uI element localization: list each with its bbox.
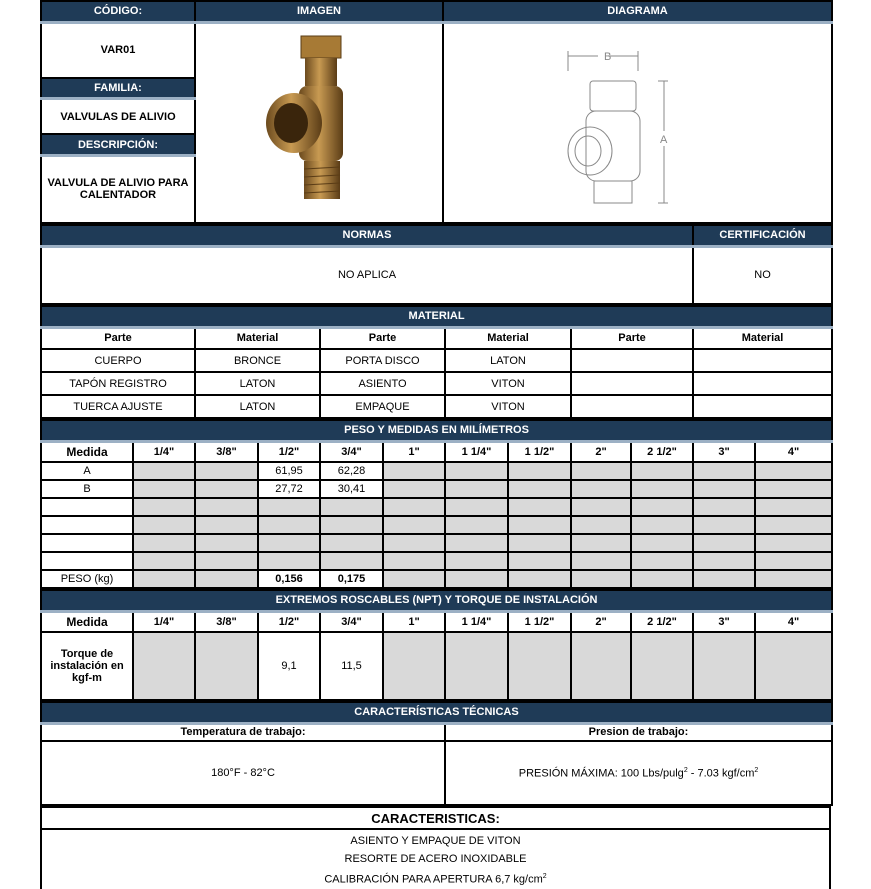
peso-cell xyxy=(445,462,508,480)
material-cell: LATON xyxy=(445,349,571,372)
certificacion-value: NO xyxy=(693,246,832,304)
size-header: 1 1/2" xyxy=(508,441,571,462)
material-cell: VITON xyxy=(445,395,571,418)
peso-cell xyxy=(693,516,755,534)
peso-cell xyxy=(445,570,508,588)
peso-row xyxy=(41,516,832,534)
size-header: 1/2" xyxy=(258,611,320,632)
peso-cell xyxy=(755,480,832,498)
material-cell: LATON xyxy=(195,395,320,418)
temp-label: Temperatura de trabajo: xyxy=(41,723,445,741)
material-cell: TUERCA AJUSTE xyxy=(41,395,195,418)
peso-row-label: PESO (kg) xyxy=(41,570,133,588)
peso-cell xyxy=(508,462,571,480)
peso-cell xyxy=(508,480,571,498)
normas-section xyxy=(40,224,833,305)
peso-cell xyxy=(258,534,320,552)
peso-cell xyxy=(508,534,571,552)
peso-cell xyxy=(693,552,755,570)
peso-cell xyxy=(195,462,258,480)
peso-row-label xyxy=(41,498,133,516)
peso-cell xyxy=(133,480,195,498)
peso-cell xyxy=(508,516,571,534)
peso-cell xyxy=(258,516,320,534)
caracteristica-item xyxy=(42,868,829,889)
temp-value: 180°F - 82°C xyxy=(41,741,445,805)
peso-cell xyxy=(631,462,693,480)
size-header: 1" xyxy=(383,611,445,632)
peso-row xyxy=(41,498,832,516)
size-header: 2 1/2" xyxy=(631,611,693,632)
peso-cell xyxy=(631,498,693,516)
peso-row xyxy=(41,552,832,570)
peso-cell xyxy=(755,498,832,516)
peso-cell xyxy=(445,480,508,498)
material-col-header: Material xyxy=(445,327,571,349)
peso-cell: 0,156 xyxy=(258,570,320,588)
material-cell xyxy=(693,349,832,372)
valve-diagram-icon xyxy=(558,31,718,211)
size-header: 1 1/2" xyxy=(508,611,571,632)
caracteristica-item: RESORTE DE ACERO INOXIDABLE xyxy=(344,853,527,865)
peso-section xyxy=(40,419,833,589)
peso-cell xyxy=(571,552,631,570)
peso-cell xyxy=(693,570,755,588)
material-col-header: Parte xyxy=(41,327,195,349)
peso-cell: 61,95 xyxy=(258,462,320,480)
peso-rows xyxy=(41,462,832,588)
material-col-header: Parte xyxy=(320,327,445,349)
material-col-header: Parte xyxy=(571,327,693,349)
size-header: 4" xyxy=(755,611,832,632)
material-cell xyxy=(571,395,693,418)
size-header: 2 1/2" xyxy=(631,441,693,462)
caracteristica-item: ASIENTO Y EMPAQUE DE VITON xyxy=(350,835,521,847)
peso-cell xyxy=(445,534,508,552)
torque-label: Torque de instalación en kgf-m xyxy=(41,632,133,700)
peso-size-row xyxy=(41,441,832,462)
peso-cell xyxy=(755,516,832,534)
peso-row xyxy=(41,480,832,498)
peso-cell xyxy=(693,534,755,552)
peso-cell xyxy=(571,462,631,480)
familia-value: VALVULAS DE ALIVIO xyxy=(41,99,195,134)
peso-cell xyxy=(133,570,195,588)
pres-sup-a: 2 xyxy=(683,766,688,774)
peso-cell: 27,72 xyxy=(258,480,320,498)
peso-cell: 0,175 xyxy=(320,570,383,588)
peso-cell xyxy=(383,570,445,588)
peso-cell xyxy=(133,462,195,480)
normas-value: NO APLICA xyxy=(41,246,693,304)
peso-cell xyxy=(755,534,832,552)
peso-cell xyxy=(631,480,693,498)
extremos-size-row xyxy=(41,611,832,632)
medida-label: Medida xyxy=(41,441,133,462)
material-cell xyxy=(693,395,832,418)
medida-label: Medida xyxy=(41,611,133,632)
peso-cell xyxy=(383,552,445,570)
size-header: 2" xyxy=(571,611,631,632)
peso-cell xyxy=(508,498,571,516)
peso-cell xyxy=(693,462,755,480)
diagrama-header: DIAGRAMA xyxy=(443,1,832,22)
peso-cell xyxy=(755,462,832,480)
peso-cell xyxy=(195,480,258,498)
material-cell: ASIENTO xyxy=(320,372,445,395)
size-header: 3" xyxy=(693,441,755,462)
torque-cell xyxy=(195,632,258,700)
caracteristica-line3: CALIBRACIÓN PARA APERTURA 6,7 kg/cm xyxy=(324,873,543,886)
torque-row xyxy=(41,632,832,700)
peso-row-label: A xyxy=(41,462,133,480)
material-col-header: Material xyxy=(195,327,320,349)
codigo-value: VAR01 xyxy=(41,22,195,78)
peso-cell xyxy=(320,516,383,534)
peso-cell xyxy=(133,552,195,570)
material-header: MATERIAL xyxy=(41,306,832,327)
peso-cell xyxy=(195,570,258,588)
material-cell: PORTA DISCO xyxy=(320,349,445,372)
peso-row-label xyxy=(41,534,133,552)
material-section xyxy=(40,305,833,419)
peso-header: PESO Y MEDIDAS EN MILÍMETROS xyxy=(41,420,832,441)
peso-cell xyxy=(445,498,508,516)
size-header: 1 1/4" xyxy=(445,441,508,462)
familia-header: FAMILIA: xyxy=(41,78,195,99)
torque-cell: 11,5 xyxy=(320,632,383,700)
material-cell: TAPÓN REGISTRO xyxy=(41,372,195,395)
top-section xyxy=(40,0,833,224)
pres-value-b: - 7.03 kgf/cm xyxy=(687,767,755,780)
torque-cell: 9,1 xyxy=(258,632,320,700)
peso-cell xyxy=(571,570,631,588)
peso-cell xyxy=(383,516,445,534)
peso-cell: 62,28 xyxy=(320,462,383,480)
peso-cell xyxy=(508,570,571,588)
peso-row-label xyxy=(41,516,133,534)
peso-row xyxy=(41,570,832,588)
peso-cell xyxy=(571,480,631,498)
size-header: 3/8" xyxy=(195,441,258,462)
peso-cell xyxy=(320,498,383,516)
size-header: 1 1/4" xyxy=(445,611,508,632)
size-header: 1/4" xyxy=(133,441,195,462)
material-cell: CUERPO xyxy=(41,349,195,372)
caracteristicas-header: CARACTERISTICAS: xyxy=(41,807,830,829)
peso-cell xyxy=(755,570,832,588)
pres-sup-b: 2 xyxy=(754,766,759,774)
torque-cell xyxy=(383,632,445,700)
peso-cell xyxy=(571,498,631,516)
extremos-section xyxy=(40,589,833,701)
peso-cell xyxy=(571,516,631,534)
size-header: 1" xyxy=(383,441,445,462)
peso-cell xyxy=(320,534,383,552)
caracteristicas-list xyxy=(41,829,830,889)
size-header: 1/4" xyxy=(133,611,195,632)
torque-cell xyxy=(693,632,755,700)
product-sheet xyxy=(40,0,831,889)
peso-cell xyxy=(631,516,693,534)
size-header: 1/2" xyxy=(258,441,320,462)
caracteristica-line3-sup: 2 xyxy=(542,873,547,880)
extremos-header: EXTREMOS ROSCABLES (NPT) Y TORQUE DE INSTALACIÓN xyxy=(41,590,832,611)
peso-row xyxy=(41,534,832,552)
peso-cell xyxy=(133,534,195,552)
material-row xyxy=(41,349,832,372)
peso-cell xyxy=(445,516,508,534)
descripcion-header: DESCRIPCIÓN: xyxy=(41,134,195,155)
torque-cell xyxy=(631,632,693,700)
dim-b-label: B xyxy=(603,51,611,64)
peso-cell xyxy=(320,552,383,570)
size-header: 3" xyxy=(693,611,755,632)
peso-row-label xyxy=(41,552,133,570)
peso-cell xyxy=(383,462,445,480)
size-header: 3/4" xyxy=(320,441,383,462)
material-row xyxy=(41,395,832,418)
peso-cell xyxy=(693,480,755,498)
tecnicas-header: CARACTERÍSTICAS TÉCNICAS xyxy=(41,702,832,723)
peso-cell xyxy=(631,534,693,552)
peso-cell xyxy=(133,498,195,516)
peso-row xyxy=(41,462,832,480)
peso-cell xyxy=(195,516,258,534)
size-header: 3/4" xyxy=(320,611,383,632)
size-header: 3/8" xyxy=(195,611,258,632)
dim-a-label: A xyxy=(659,134,667,147)
peso-cell xyxy=(755,552,832,570)
peso-cell xyxy=(631,570,693,588)
torque-cell xyxy=(571,632,631,700)
peso-row-label: B xyxy=(41,480,133,498)
torque-cell xyxy=(133,632,195,700)
torque-cell xyxy=(445,632,508,700)
pres-value xyxy=(445,741,832,805)
certificacion-header: CERTIFICACIÓN xyxy=(693,225,832,246)
peso-cell xyxy=(631,552,693,570)
material-cell: BRONCE xyxy=(195,349,320,372)
peso-cell xyxy=(383,534,445,552)
peso-cell xyxy=(571,534,631,552)
material-cell: EMPAQUE xyxy=(320,395,445,418)
peso-cell xyxy=(133,516,195,534)
material-cell xyxy=(693,372,832,395)
peso-cell xyxy=(195,498,258,516)
normas-header: NORMAS xyxy=(41,225,693,246)
pres-value-a: PRESIÓN MÁXIMA: 100 Lbs/pulg xyxy=(518,767,684,780)
peso-cell xyxy=(693,498,755,516)
peso-cell xyxy=(258,552,320,570)
peso-cell xyxy=(508,552,571,570)
descripcion-value: VALVULA DE ALIVIO PARA CALENTADOR xyxy=(41,155,195,223)
caracteristicas-section xyxy=(40,806,831,889)
imagen-header: IMAGEN xyxy=(195,1,443,22)
pres-label: Presion de trabajo: xyxy=(445,723,832,741)
material-col-header: Material xyxy=(693,327,832,349)
peso-cell xyxy=(258,498,320,516)
peso-cell xyxy=(445,552,508,570)
product-image xyxy=(195,22,443,223)
material-cell: VITON xyxy=(445,372,571,395)
product-diagram xyxy=(443,22,832,223)
torque-cell xyxy=(755,632,832,700)
peso-cell xyxy=(383,480,445,498)
material-cell xyxy=(571,372,693,395)
codigo-header: CÓDIGO: xyxy=(41,1,195,22)
size-header: 2" xyxy=(571,441,631,462)
tecnicas-section xyxy=(40,701,833,806)
valve-photo-icon xyxy=(259,31,379,211)
material-row xyxy=(41,372,832,395)
peso-cell: 30,41 xyxy=(320,480,383,498)
peso-cell xyxy=(195,534,258,552)
material-cell xyxy=(571,349,693,372)
size-header: 4" xyxy=(755,441,832,462)
material-cell: LATON xyxy=(195,372,320,395)
peso-cell xyxy=(195,552,258,570)
torque-cell xyxy=(508,632,571,700)
peso-cell xyxy=(383,498,445,516)
